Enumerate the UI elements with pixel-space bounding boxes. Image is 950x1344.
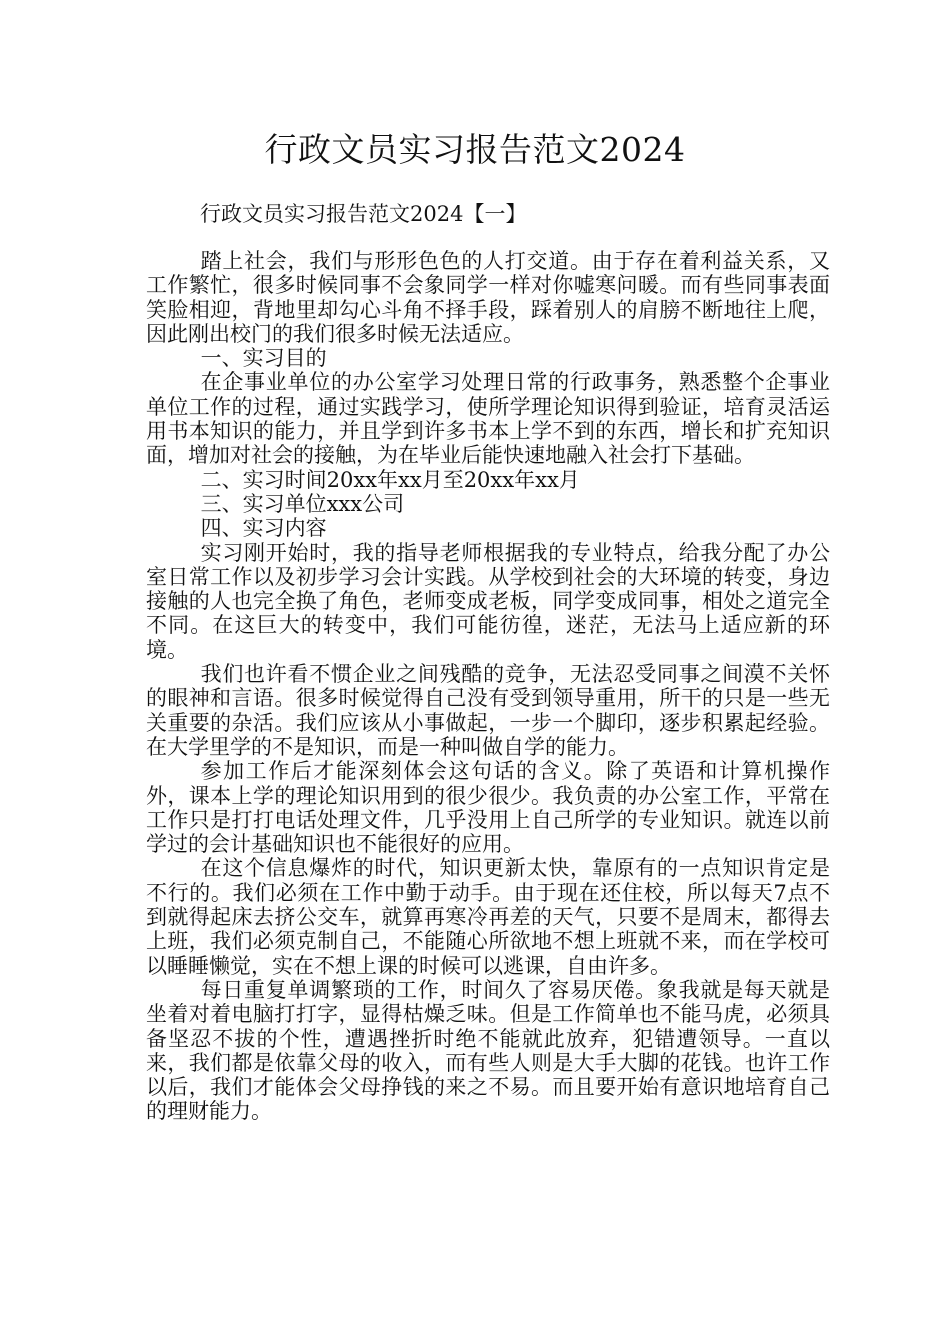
heading-purpose: 一、实习目的: [200, 346, 327, 371]
paragraph-purpose: 在企事业单位的办公室学习处理日常的行政事务，熟悉整个企事业单位工作的过程，通过实践学习，使所学理论知识得到验证，培育灵活运用书本知识的能力，并且学到许多书本上学不到的东西，增长和扩充知识面，增加对社会的接触，为在毕业后能快速地融入社会打下基础。: [146, 370, 830, 468]
document-title: 行政文员实习报告范文2024: [264, 130, 686, 169]
document-body: [146, 249, 830, 1124]
heading-time: 二、实习时间20xx年xx月至20xx年xx月: [200, 467, 580, 492]
paragraph-content-5: 每日重复单调繁琐的工作，时间久了容易厌倦。象我就是每天就是坐着对着电脑打打字，显得枯燥乏味。但是工作简单也不能马虎，必须具备坚忍不拔的个性，遭遇挫折时绝不能就此放弃，犯错遭领导。一直以来，我们都是依靠父母的收入，而有些人则是大手大脚的花钱。也许工作以后，我们才能体会父母挣钱的来之不易。而且要开始有意识地培育自己的理财能力。: [146, 977, 830, 1124]
paragraph-content-2: 我们也许看不惯企业之间残酷的竞争，无法忍受同事之间漠不关怀的眼神和言语。很多时候觉得自己没有受到领导重用，所干的只是一些无关重要的杂活。我们应该从小事做起，一步一个脚印，逐步积累起经验。在大学里学的不是知识，而是一种叫做自学的能力。: [146, 662, 830, 759]
section-title: 行政文员实习报告范文2024【一】: [200, 202, 527, 226]
heading-content: 四、实习内容: [200, 516, 327, 541]
paragraph-content-3: 参加工作后才能深刻体会这句话的含义。除了英语和计算机操作外，课本上学的理论知识用到的很少很少。我负责的办公室工作，平常在工作只是打打电话处理文件，几乎没用上自己所学的专业知识。就连以前学过的会计基础知识也不能很好的应用。: [146, 759, 830, 857]
paragraph-content-1: 实习刚开始时，我的指导老师根据我的专业特点，给我分配了办公室日常工作以及初步学习会计实践。从学校到社会的大环境的转变，身边接触的人也完全换了角色，老师变成老板，同学变成同事，相处之道完全不同。在这巨大的转变中，我们可能彷徨，迷茫，无法马上适应新的环境。: [146, 540, 830, 662]
heading-unit: 三、实习单位xxx公司: [200, 491, 405, 516]
paragraph-content-4: 在这个信息爆炸的时代，知识更新太快，靠原有的一点知识肯定是不行的。我们必须在工作中勤于动手。由于现在还住校，所以每天7点不到就得起床去挤公交车，就算再寒冷再差的天气，只要不是周末，都得去上班，我们必须克制自己，不能随心所欲地不想上班就不来，而在学校可以睡睡懒觉，实在不想上课的时候可以逃课，自由许多。: [146, 856, 830, 978]
paragraph-intro: 踏上社会，我们与形形色色的人打交道。由于存在着利益关系，又工作繁忙，很多时候同事不会象同学一样对你嘘寒问暖。而有些同事表面笑脸相迎，背地里却勾心斗角不择手段，踩着别人的肩膀不断地往上爬，因此刚出校门的我们很多时候无法适应。: [146, 249, 830, 346]
